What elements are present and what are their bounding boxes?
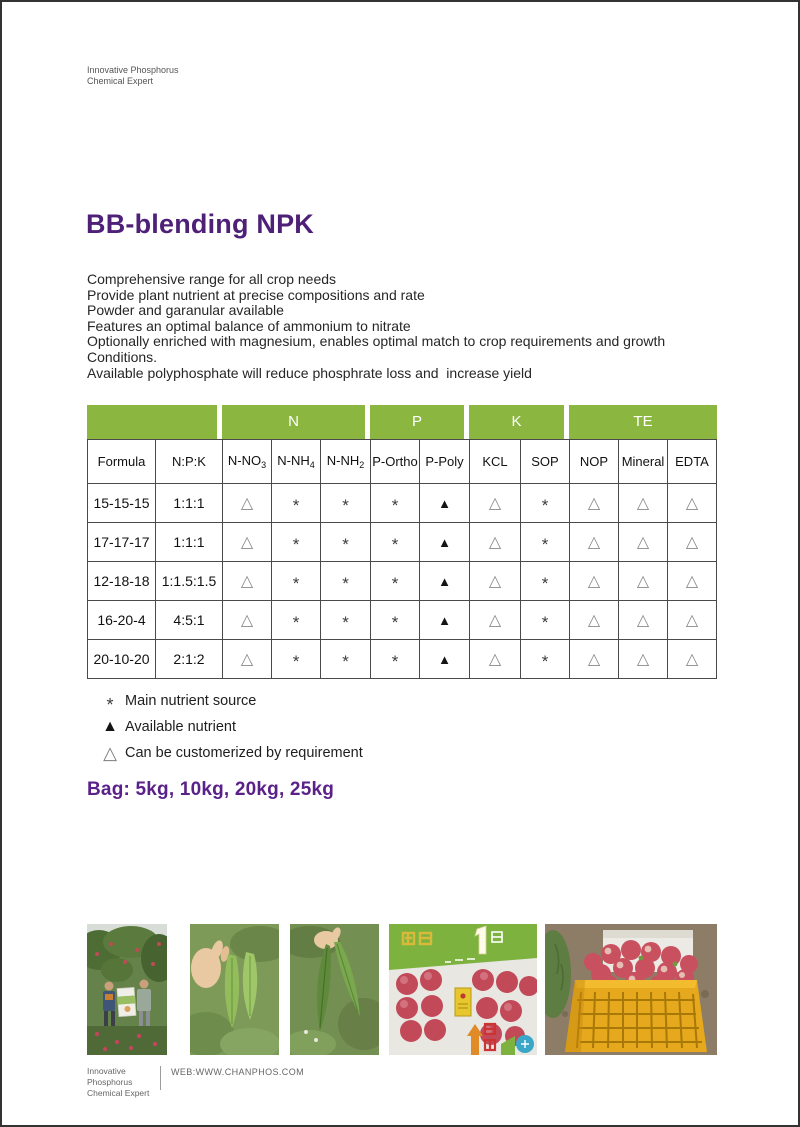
table-cell	[371, 562, 420, 601]
star-symbol: *	[391, 652, 399, 671]
table-group-P: P	[370, 405, 469, 439]
table-cell	[420, 484, 470, 523]
legend-item	[99, 714, 363, 740]
table-row	[88, 523, 717, 562]
brand-line2: Chemical Expert	[87, 76, 154, 86]
star-symbol: *	[342, 652, 349, 671]
star-symbol: *	[342, 496, 349, 515]
table-cell	[223, 523, 272, 562]
table-cell	[420, 640, 470, 679]
triOpen-symbol: △	[488, 612, 502, 629]
column-header: P-Poly	[420, 440, 470, 484]
triOpen-symbol: △	[488, 534, 502, 551]
table-cell	[668, 601, 717, 640]
star-symbol: *	[342, 613, 349, 632]
column-header: $N-NH_2$	[321, 440, 371, 484]
table-cell	[420, 523, 470, 562]
footer-brand	[87, 1066, 160, 1099]
star-symbol: *	[391, 574, 399, 593]
triOpen-symbol: △	[685, 651, 699, 668]
table-cell	[619, 601, 668, 640]
table-cell	[272, 523, 321, 562]
table-cell	[619, 523, 668, 562]
table-cell	[521, 601, 570, 640]
legend-item	[99, 740, 363, 766]
column-header: SOP	[521, 440, 570, 484]
star-symbol: *	[342, 535, 349, 554]
photo-leaf-sample-1	[190, 924, 279, 1055]
star-symbol: *	[342, 574, 349, 593]
footer-brand-line2: Chemical Expert	[87, 1088, 150, 1098]
column-header: KCL	[470, 440, 521, 484]
photo-peaches-banner	[389, 924, 537, 1055]
photo-peach-crate	[545, 924, 717, 1055]
table-cell	[223, 640, 272, 679]
footer	[87, 1066, 304, 1099]
table-cell	[619, 640, 668, 679]
table-cell	[470, 562, 521, 601]
table-cell	[371, 484, 420, 523]
table-cell	[272, 562, 321, 601]
table-cell	[570, 523, 619, 562]
star-symbol: *	[292, 652, 300, 671]
table-cell	[570, 601, 619, 640]
star-symbol: *	[541, 496, 549, 515]
table-cell	[521, 523, 570, 562]
triOpen-symbol: △	[240, 573, 254, 590]
triOpen-symbol: △	[636, 651, 650, 668]
triOpen-symbol: △	[685, 573, 699, 590]
intro-line: Comprehensive range for all crop needs	[87, 271, 337, 287]
triOpen-symbol: △	[488, 495, 502, 512]
npk-ratio-cell: 2:1:2	[156, 640, 223, 679]
table-group-TE: TE	[569, 405, 717, 439]
photo-leaf-sample-2	[290, 924, 379, 1055]
photo-orchard-people	[87, 924, 167, 1055]
column-header: N:P:K	[156, 440, 223, 484]
table-cell	[321, 562, 371, 601]
formula-cell: 12-18-18	[88, 562, 156, 601]
legend	[99, 688, 363, 766]
intro-line: Provide plant nutrient at precise compositions and rate	[87, 286, 425, 303]
table-cell	[272, 640, 321, 679]
bag-sizes-line: Bag: 5kg, 10kg, 20kg, 25kg	[87, 779, 335, 800]
triOpen-symbol: △	[685, 612, 699, 629]
table-cell	[521, 484, 570, 523]
table-cell	[223, 484, 272, 523]
page-title: BB-blending NPK	[86, 209, 314, 239]
column-header: Mineral	[619, 440, 668, 484]
table-cell	[321, 484, 371, 523]
star-symbol: *	[541, 652, 549, 671]
star-symbol: *	[541, 613, 549, 632]
star-symbol: *	[541, 535, 549, 554]
triOpen-symbol: △	[240, 534, 254, 551]
npk-ratio-cell: 1:1:1	[156, 523, 223, 562]
npk-ratio-cell: 1:1:1	[156, 484, 223, 523]
table-row	[88, 640, 717, 679]
formula-cell: 16-20-4	[88, 601, 156, 640]
star-symbol: *	[292, 535, 300, 554]
table-cell	[321, 640, 371, 679]
table-cell	[420, 601, 470, 640]
triOpen-symbol: △	[685, 534, 699, 551]
table-cell	[619, 562, 668, 601]
triFilled-symbol: ▲	[438, 535, 451, 550]
table-cell	[521, 562, 570, 601]
table-body	[88, 484, 717, 679]
star-legend-symbol: *	[106, 694, 114, 715]
triOpen-symbol: △	[636, 495, 650, 512]
table-cell	[470, 484, 521, 523]
triFilled-legend-symbol: ▲	[102, 718, 118, 735]
star-symbol: *	[391, 613, 399, 632]
triFilled-symbol: ▲	[438, 652, 451, 667]
column-header: P-Ortho	[371, 440, 420, 484]
table-cell	[470, 523, 521, 562]
star-symbol: *	[541, 574, 549, 593]
intro-line: Conditions.	[87, 348, 158, 365]
star-symbol: *	[292, 496, 300, 515]
table-cell	[570, 640, 619, 679]
star-symbol: *	[292, 574, 300, 593]
npk-ratio-cell: 1:1.5:1.5	[156, 562, 223, 601]
footer-brand-line1: Innovative Phosphorus	[87, 1066, 133, 1087]
table-cell	[668, 562, 717, 601]
table-group-K: K	[469, 405, 569, 439]
npk-ratio-cell: 4:5:1	[156, 601, 223, 640]
intro-line: Powder and garanular available	[87, 302, 284, 319]
triOpen-symbol: △	[636, 534, 650, 551]
footer-divider	[160, 1066, 161, 1090]
formula-cell: 17-17-17	[88, 523, 156, 562]
column-header: $N-NH_4$	[272, 440, 321, 484]
table-cell	[371, 523, 420, 562]
legend-label: Available nutrient	[125, 719, 236, 735]
photo-strip	[87, 924, 717, 1055]
formula-cell: 15-15-15	[88, 484, 156, 523]
brand-header	[87, 65, 179, 87]
triOpen-symbol: △	[587, 612, 601, 629]
triOpen-symbol: △	[636, 612, 650, 629]
table-row	[88, 484, 717, 523]
column-header: $N-NO_3$	[223, 440, 272, 484]
table-group-formula	[87, 405, 222, 439]
table-cell	[321, 523, 371, 562]
table-cell	[223, 562, 272, 601]
triFilled-symbol: ▲	[438, 613, 451, 628]
triOpen-symbol: △	[240, 651, 254, 668]
triOpen-symbol: △	[685, 495, 699, 512]
column-header: NOP	[570, 440, 619, 484]
column-header: EDTA	[668, 440, 717, 484]
triOpen-symbol: △	[636, 573, 650, 590]
legend-label: Main nutrient source	[125, 693, 257, 709]
triOpen-symbol: △	[587, 573, 601, 590]
table-cell	[570, 484, 619, 523]
nutrient-table	[87, 439, 717, 679]
triOpen-symbol: △	[587, 534, 601, 551]
star-symbol: *	[391, 535, 399, 554]
formula-cell: 20-10-20	[88, 640, 156, 679]
table-cell	[668, 523, 717, 562]
table-cell	[668, 640, 717, 679]
triFilled-symbol: ▲	[438, 496, 451, 511]
star-symbol: *	[292, 613, 300, 632]
legend-label: Can be customerized by requirement	[125, 745, 363, 761]
column-header: Formula	[88, 440, 156, 484]
table-cell	[272, 601, 321, 640]
table-cell	[521, 640, 570, 679]
nutrient-table-section	[87, 405, 717, 679]
legend-item	[99, 688, 363, 714]
triOpen-legend-symbol: △	[103, 742, 117, 763]
table-cell	[570, 562, 619, 601]
table-cell	[223, 601, 272, 640]
table-cell	[371, 640, 420, 679]
triOpen-symbol: △	[488, 651, 502, 668]
table-cell	[470, 601, 521, 640]
intro-line: Features an optimal balance of ammonium to nitrate	[87, 317, 411, 334]
column-header-row	[88, 440, 717, 484]
table-cell	[619, 484, 668, 523]
triOpen-symbol: △	[587, 495, 601, 512]
triFilled-symbol: ▲	[438, 574, 451, 589]
table-row	[88, 601, 717, 640]
table-group-row	[87, 405, 717, 439]
triOpen-symbol: △	[240, 612, 254, 629]
intro-line: Available polyphosphate will reduce phosphrate loss and increase yield	[87, 364, 532, 381]
footer-website: WEB:WWW.CHANPHOS.COM	[171, 1067, 304, 1077]
table-cell	[470, 640, 521, 679]
intro-text	[87, 272, 717, 381]
triOpen-symbol: △	[240, 495, 254, 512]
star-symbol: *	[391, 496, 399, 515]
table-group-N: N	[222, 405, 370, 439]
intro-line: Optionally enriched with magnesium, enables optimal match to crop requirements and growth	[87, 333, 666, 350]
triOpen-symbol: △	[488, 573, 502, 590]
triOpen-symbol: △	[587, 651, 601, 668]
brand-line1: Innovative Phosphorus	[87, 65, 179, 75]
table-cell	[321, 601, 371, 640]
table-cell	[371, 601, 420, 640]
table-cell	[668, 484, 717, 523]
table-cell	[272, 484, 321, 523]
table-row	[88, 562, 717, 601]
table-cell	[420, 562, 470, 601]
